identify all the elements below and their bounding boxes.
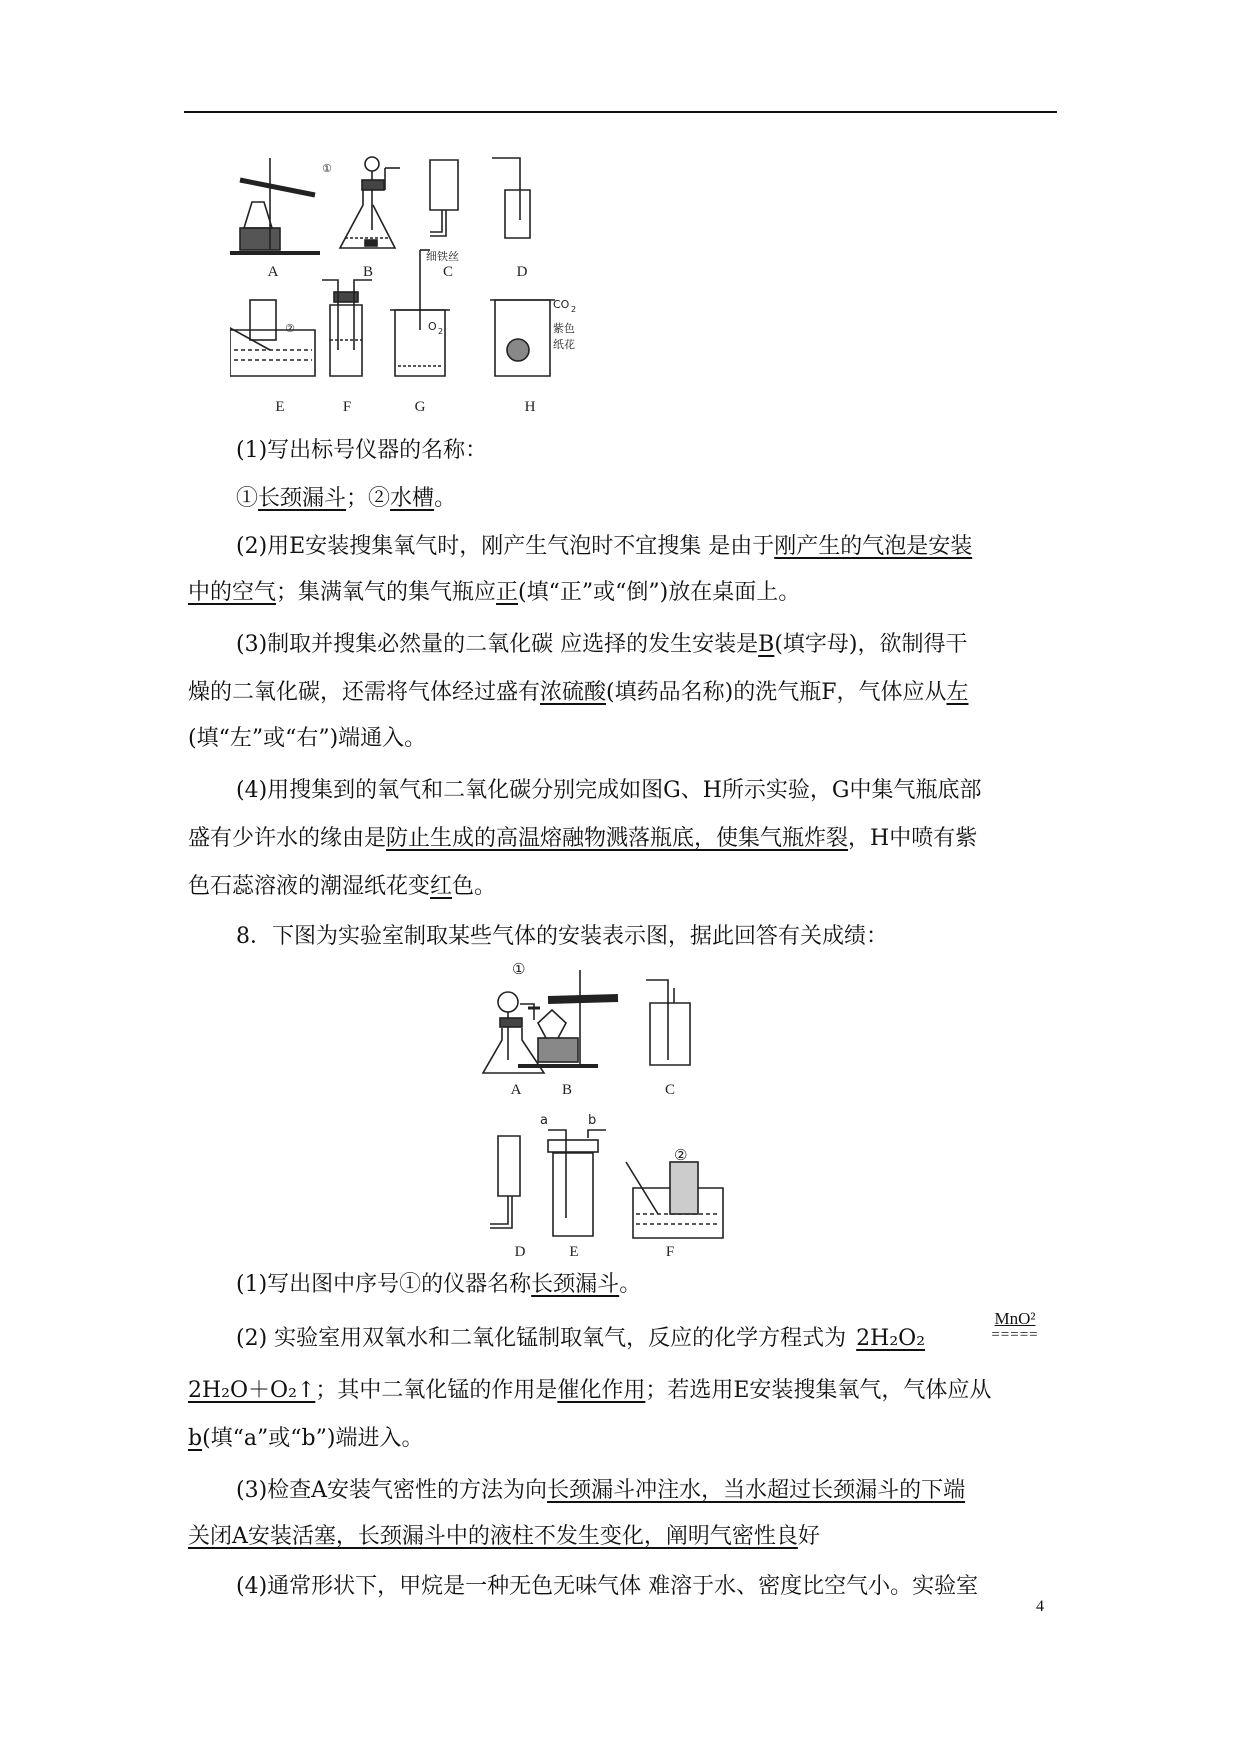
q7-p2b-4: (填“正”或“倒”)放在桌面上。 xyxy=(518,580,801,605)
figure-apparatus-2 xyxy=(478,948,778,1258)
page-number: 4 xyxy=(1036,1598,1044,1615)
figure-apparatus-1-drawing xyxy=(230,150,650,420)
q8-equation-condition xyxy=(985,1309,1045,1341)
fig1-label-a: A xyxy=(267,264,279,280)
fig2-label-c: C xyxy=(664,1082,676,1098)
q8-eq-bars: ===== xyxy=(991,1327,1039,1343)
fig1-marker-1: ① xyxy=(322,162,332,175)
q7-p1a-5: 。 xyxy=(434,486,457,511)
q8-p1 xyxy=(236,1270,1106,1300)
q8-p4-text: (4)通常形状下，甲烷是一种无色无味气体 难溶于水、密度比空气小。实验室 xyxy=(236,1574,979,1599)
q8-p2b-4: ；若选用E安装搜集氧气，气体应从 xyxy=(645,1378,992,1403)
fig1-h-note-2: 纸花 xyxy=(553,338,575,351)
q8-p2c-2: (填“a”或“b”)端进入。 xyxy=(202,1426,424,1451)
q8-p2b-2: ；其中二氧化锰的作用是 xyxy=(315,1378,558,1403)
q8-p3-cont xyxy=(188,1522,1058,1552)
q7-p3-1: (3)制取并搜集必然量的二氧化碳 应选择的发生安装是 xyxy=(236,632,759,657)
q7-p2b-answer: 正 xyxy=(496,580,519,605)
fig2-marker-2: ② xyxy=(674,1146,688,1164)
figure-apparatus-2-drawing xyxy=(478,948,778,1258)
fig1-h-gas-sub: 2 xyxy=(571,305,577,314)
q8-p3b-answer: 关闭A安装活塞，长颈漏斗中的液柱不发生变化，阐明气密性良 xyxy=(188,1524,798,1549)
q7-p1 xyxy=(236,436,1106,466)
q7-p4b-answer: 防止生成的高温熔融物溅落瓶底，使集气瓶炸裂 xyxy=(386,826,849,851)
q7-p4b-1: 盛有少许水的缘由是 xyxy=(188,826,387,851)
q8-p2b-answer: 催化作用 xyxy=(557,1378,646,1403)
fig1-label-b: B xyxy=(362,264,374,280)
q7-p2-cont xyxy=(188,578,1058,608)
fig1-h-gas-label: CO xyxy=(553,298,570,311)
q7-p4c-1: 色石蕊溶液的潮湿纸花变 xyxy=(188,874,431,899)
q7-answer-trough: 水槽 xyxy=(390,486,435,511)
q8-p4 xyxy=(236,1572,1106,1602)
fig1-label-f: F xyxy=(342,399,352,415)
fig1-label-h: H xyxy=(524,399,536,415)
fig2-label-a: A xyxy=(510,1082,522,1098)
q7-answer-funnel: 长颈漏斗 xyxy=(258,486,347,511)
q8-p1-answer: 长颈漏斗 xyxy=(531,1272,620,1297)
q7-p3-end xyxy=(188,724,1058,754)
q8-p2c-answer: b xyxy=(188,1426,203,1451)
q8-p3-answer: 长颈漏斗冲注水，当水超过长颈漏斗的下端 xyxy=(547,1478,966,1503)
q7-p3-cont xyxy=(188,678,1058,708)
fig1-g-wire-label: 细铁丝 xyxy=(426,250,459,263)
q7-p4c-answer: 红 xyxy=(430,874,453,899)
q7-p3b-answer: 浓硫酸 xyxy=(540,680,607,705)
q7-p2b-2: ；集满氧气的集气瓶应 xyxy=(276,580,497,605)
fig2-port-a: a xyxy=(540,1113,548,1128)
fig1-label-e: E xyxy=(275,399,285,415)
q8-p3b-2: 好 xyxy=(797,1524,820,1549)
q8-p2 xyxy=(236,1324,1106,1354)
q7-p4 xyxy=(236,776,1106,806)
header-rule xyxy=(184,111,1057,113)
q8-p2b-eq-rhs: 2H₂O＋O₂↑ xyxy=(188,1378,316,1403)
q7-p3c: (填“左”或“右”)端通入。 xyxy=(188,726,427,751)
q7-p3b-answer-2: 左 xyxy=(946,680,969,705)
q7-p3b-1: 燥的二氧化碳，还需将气体经过盛有 xyxy=(188,680,541,705)
q8-catalyst: MnO² xyxy=(994,1309,1036,1328)
q7-p4-end xyxy=(188,872,1058,902)
q8-p1-3: 。 xyxy=(619,1272,642,1297)
fig1-label-g: G xyxy=(414,399,426,415)
q7-p1a-1: ① xyxy=(236,486,259,511)
q7-p1-answer xyxy=(236,484,1106,514)
q7-p4b-3: ，H中喷有紫 xyxy=(848,826,978,851)
q8-p1-1: (1)写出图中序号①的仪器名称 xyxy=(236,1272,532,1297)
q7-p4-cont xyxy=(188,824,1058,854)
q8-intro-text: 8．下图为实验室制取某些气体的安装表示图，据此回答有关成绩： xyxy=(236,924,888,949)
fig2-port-b: b xyxy=(588,1113,597,1128)
fig2-label-e: E xyxy=(569,1244,579,1258)
q7-p3-answer: B xyxy=(758,632,775,657)
fig1-h-note-1: 紫色 xyxy=(553,322,575,335)
fig1-label-c: C xyxy=(442,264,454,280)
q8-p2-1: (2) 实验室用双氧水和二氧化锰制取氧气，反应的化学方程式为 xyxy=(236,1326,847,1351)
q7-p1a-3: ；② xyxy=(346,486,391,511)
fig2-label-d: D xyxy=(514,1244,526,1258)
q7-p2-answer: 刚产生的气泡是安装 xyxy=(774,534,973,559)
figure-apparatus-1 xyxy=(230,150,650,420)
q8-p3-1: (3)检查A安装气密性的方法为向 xyxy=(236,1478,548,1503)
q7-p2b-1: 中的空气 xyxy=(188,580,277,605)
q7-p4c-3: 色。 xyxy=(452,874,497,899)
q8-p2-cont xyxy=(188,1376,1058,1406)
fig1-g-gas-sub: 2 xyxy=(438,327,444,336)
fig1-label-d: D xyxy=(516,264,528,280)
q8-p3 xyxy=(236,1476,1106,1506)
fig2-label-f: F xyxy=(665,1244,675,1258)
q7-p4-text: (4)用搜集到的氧气和二氧化碳分别完成如图G、H所示实验，G中集气瓶底部 xyxy=(236,778,982,803)
q7-p1-text: (1)写出标号仪器的名称： xyxy=(236,438,488,463)
q7-p2-1: (2)用E安装搜集氧气时，刚产生气泡时不宜搜集 是由于 xyxy=(236,534,775,559)
fig1-marker-2: ② xyxy=(285,322,295,335)
fig2-marker-1: ① xyxy=(512,960,526,978)
q7-p3-3: (填字母)，欲制得干 xyxy=(774,632,968,657)
q7-p2 xyxy=(236,532,1106,562)
q7-p3b-3: (填药品名称)的洗气瓶F，气体应从 xyxy=(606,680,947,705)
q8-p2-end xyxy=(188,1424,1058,1454)
fig1-g-gas-label: O xyxy=(428,320,437,333)
q7-p3 xyxy=(236,630,1106,660)
q8-p2-eq-lhs: 2H₂O₂ xyxy=(856,1326,926,1351)
fig2-label-b: B xyxy=(561,1082,573,1098)
